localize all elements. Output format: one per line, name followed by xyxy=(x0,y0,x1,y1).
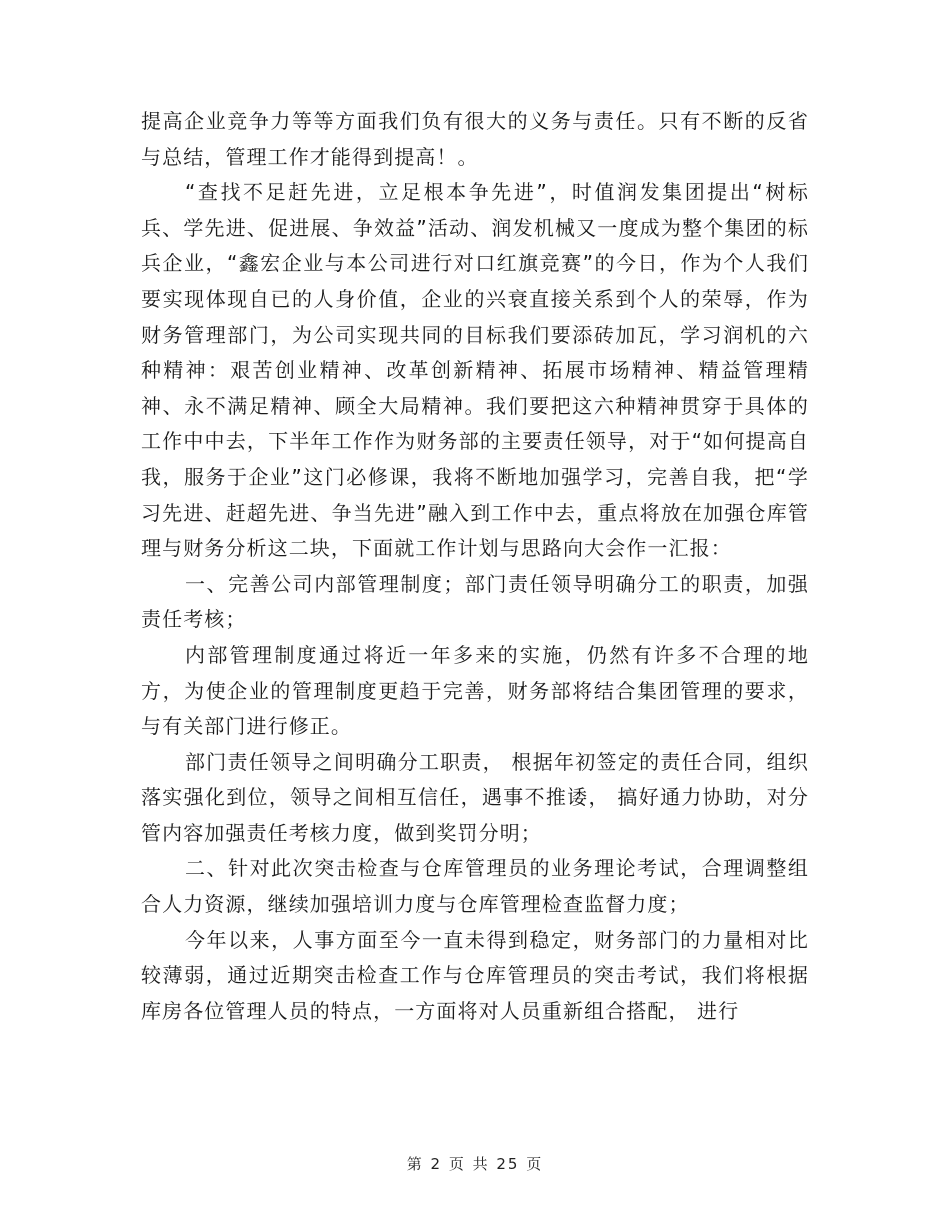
paragraph-heading-two: 二、针对此次突击检查与仓库管理员的业务理论考试，合理调整组合人力资源，继续加强培训力度与仓库管理检查监督力度； xyxy=(141,856,809,917)
page-footer: 第 2 页 共 25 页 xyxy=(406,1155,544,1173)
paragraph-heading-one: 一、完善公司内部管理制度；部门责任领导明确分工的职责，加强责任考核； xyxy=(141,571,809,632)
document-body xyxy=(141,104,809,1029)
paragraph-competition: “查找不足赶先进，立足根本争先进”，时值润发集团提出“树标兵、学先进、促进展、争效益”活动、润发机械又一度成为整个集团的标兵企业，“鑫宏企业与本公司进行对口红旗竞赛”的今日，作为个人我们要实现体现自已的人身价值，企业的兴衰直接关系到个人的荣辱，作为财务管理部门，为公司实现共同的目标我们要添砖加瓦，学习润机的六种精神：艰苦创业精神、改革创新精神、拓展市场精神、精益管理精神、永不满足精神、顾全大局精神。我们要把这六种精神贯穿于具体的工作中中去，下半年工作作为财务部的主要责任领导，对于“如何提高自我，服务于企业”这门必修课，我将不断地加强学习，完善自我，把“学习先进、赶超先进、争当先进”融入到工作中去，重点将放在加强仓库管理与财务分析这二块，下面就工作计划与思路向大会作一汇报： xyxy=(141,180,809,561)
paragraph-continuation: 提高企业竞争力等等方面我们负有很大的义务与责任。只有不断的反省与总结，管理工作才能得到提高！。 xyxy=(141,109,809,169)
paragraph-responsibilities: 部门责任领导之间明确分工职责， 根据年初签定的责任合同，组织落实强化到位，领导之间相互信任，遇事不推诿， 搞好通力协助，对分管内容加强责任考核力度，做到奖罚分明； xyxy=(141,749,809,845)
paragraph-internal-rules: 内部管理制度通过将近一年多来的实施，仍然有许多不合理的地方，为使企业的管理制度更趋于完善，财务部将结合集团管理的要求，与有关部门进行修正。 xyxy=(141,642,809,739)
paragraph-staffing: 今年以来，人事方面至今一直未得到稳定，财务部门的力量相对比较薄弱，通过近期突击检查工作与仓库管理员的突击考试，我们将根据库房各位管理人员的特点，一方面将对人员重新组合搭配， 进行 xyxy=(141,927,809,1023)
